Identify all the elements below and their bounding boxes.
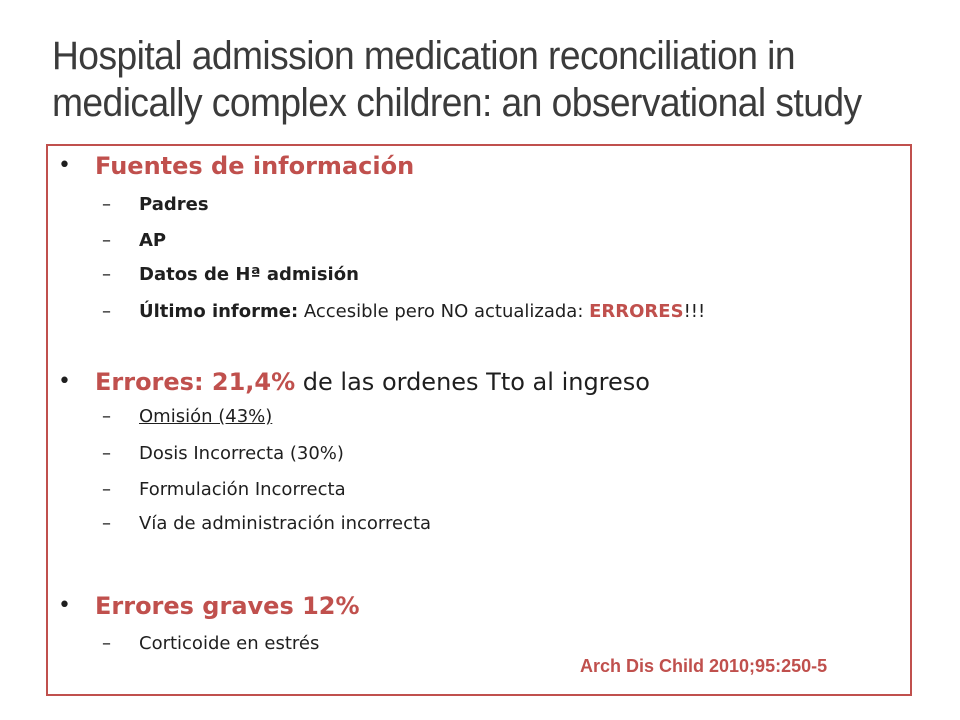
parents-label: Padres bbox=[139, 194, 209, 215]
bullet-icon: • bbox=[58, 593, 71, 618]
dash-icon: – bbox=[102, 264, 111, 285]
route-label: Vía de administración incorrecta bbox=[139, 513, 432, 534]
ap-label: AP bbox=[139, 230, 167, 251]
title-line-1: Hospital admission medication reconciliation in bbox=[52, 34, 795, 78]
bullet-icon: • bbox=[58, 369, 71, 394]
exclamation: !!! bbox=[683, 301, 706, 322]
last-report-line bbox=[139, 300, 705, 324]
omission-label: Omisión (43%) bbox=[139, 406, 273, 427]
dash-icon: – bbox=[102, 301, 111, 322]
dash-icon: – bbox=[102, 194, 111, 215]
dash-icon: – bbox=[102, 406, 111, 427]
formulation-label: Formulación Incorrecta bbox=[139, 479, 346, 500]
dash-icon: – bbox=[102, 633, 111, 654]
corticoid-label: Corticoide en estrés bbox=[139, 633, 320, 654]
severe-errors-heading: Errores graves 12% bbox=[95, 592, 360, 620]
last-report-label: Último informe: bbox=[139, 301, 299, 322]
dash-icon: – bbox=[102, 513, 111, 534]
dash-icon: – bbox=[102, 479, 111, 500]
errors-highlight: ERRORES bbox=[589, 301, 684, 322]
admission-label: Datos de Hª admisión bbox=[139, 264, 359, 285]
citation: Arch Dis Child 2010;95:250-5 bbox=[580, 656, 828, 676]
sources-heading: Fuentes de información bbox=[95, 152, 415, 180]
title-line-2: medically complex children: an observational study bbox=[52, 81, 862, 125]
errors-heading bbox=[95, 367, 650, 397]
dash-icon: – bbox=[102, 230, 111, 251]
bullet-icon: • bbox=[58, 153, 71, 178]
dash-icon: – bbox=[102, 443, 111, 464]
last-report-text: Accesible pero NO actualizada: bbox=[298, 301, 590, 322]
errors-heading-rest: de las ordenes Tto al ingreso bbox=[295, 368, 650, 396]
dose-label: Dosis Incorrecta (30%) bbox=[139, 443, 344, 464]
slide-title bbox=[52, 33, 870, 127]
errors-heading-bold: Errores: 21,4% bbox=[95, 368, 296, 396]
